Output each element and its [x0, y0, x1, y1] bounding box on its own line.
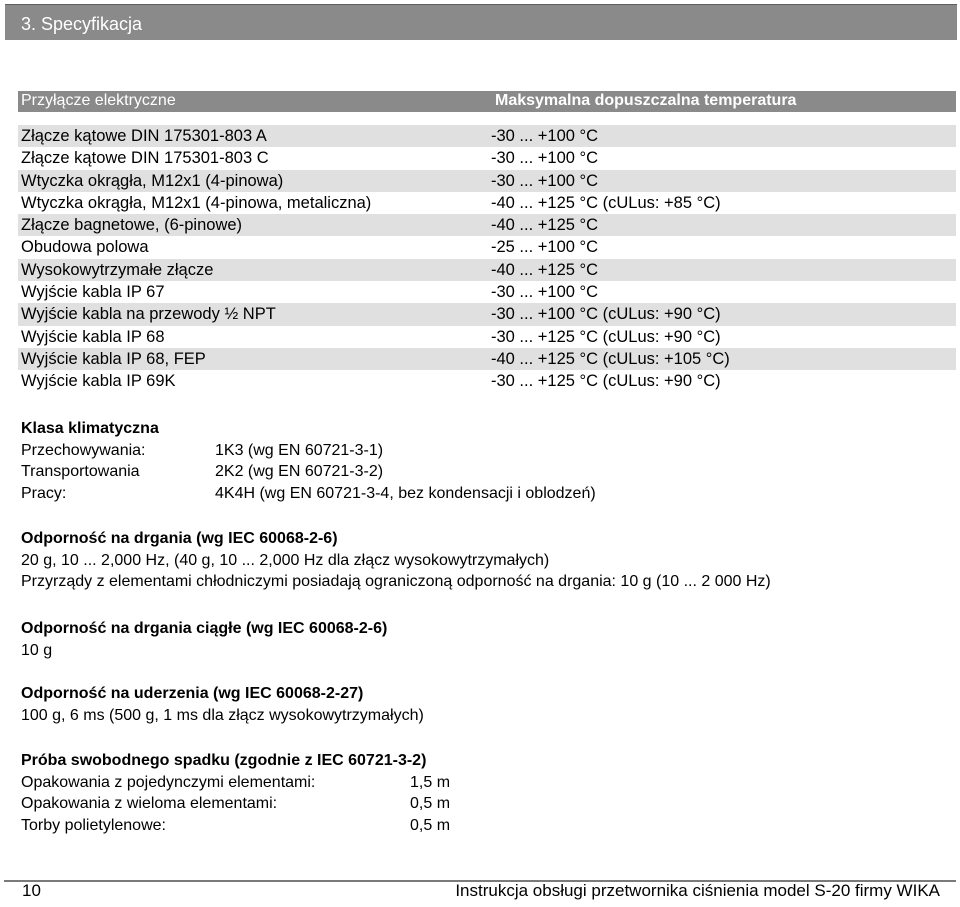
table-row: [18, 259, 956, 281]
table-row: [18, 348, 956, 370]
header-max-temperature: Maksymalna dopuszczalna temperatura: [495, 92, 797, 109]
page-number: 10: [22, 881, 41, 900]
table-row: [18, 214, 956, 236]
section-title: 3. Specyfikacja: [21, 14, 143, 34]
free-fall-value: 0,5 m: [410, 816, 451, 834]
connection-name: Wyjście kabla IP 68: [21, 327, 165, 346]
climate-label: Pracy:: [21, 484, 67, 502]
continuous-vibration-heading: Odporność na drgania ciągłe (wg IEC 60068-2-6): [21, 620, 388, 637]
connection-temp: -30 ... +100 °C (cULus: +90 °C): [491, 305, 721, 324]
connection-temp: -30 ... +100 °C: [491, 283, 599, 302]
table-row: [18, 236, 956, 258]
connection-temp: -30 ... +100 °C: [491, 149, 599, 168]
header-electrical-connection: Przyłącze elektryczne: [21, 92, 176, 109]
climate-heading: Klasa klimatyczna: [21, 420, 159, 437]
connection-name: Wtyczka okrągła, M12x1 (4-pinowa, metaliczna): [21, 193, 372, 212]
free-fall-item: [21, 815, 451, 837]
connection-name: Wyjście kabla IP 67: [21, 283, 165, 302]
connections-table: [18, 125, 956, 393]
footer-title: Instrukcja obsługi przetwornika ciśnienia model S-20 firmy WIKA: [455, 881, 940, 900]
connection-temp: -40 ... +125 °C: [491, 260, 599, 279]
connection-temp: -30 ... +100 °C: [491, 171, 599, 190]
table-row: [18, 192, 956, 214]
table-row: [18, 281, 956, 303]
continuous-vibration-section: [21, 618, 387, 661]
table-row: [18, 170, 956, 192]
climate-label: Przechowywania:: [21, 441, 146, 459]
shock-heading: Odporność na uderzenia (wg IEC 60068-2-27): [21, 685, 364, 702]
connection-name: Złącze kątowe DIN 175301-803 A: [21, 127, 267, 145]
connection-temp: -40 ... +125 °C (cULus: +85 °C): [491, 193, 721, 212]
climate-section: [21, 418, 596, 504]
vibration-heading: Odporność na drgania (wg IEC 60068-2-6): [21, 530, 338, 547]
shock-value: 100 g, 6 ms (500 g, 1 ms dla złącz wysokowytrzymałych): [21, 706, 424, 724]
table-row: [18, 125, 956, 147]
connection-name: Wyjście kabla IP 68, FEP: [21, 349, 206, 368]
climate-label: Transportowania: [21, 463, 140, 480]
free-fall-value: 1,5 m: [410, 773, 451, 791]
free-fall-label: Torby polietylenowe:: [21, 816, 166, 834]
connection-temp: -40 ... +125 °C (cULus: +105 °C): [491, 349, 730, 368]
climate-item: [21, 483, 596, 505]
climate-value: 1K3 (wg EN 60721-3-1): [215, 441, 384, 459]
free-fall-label: Opakowania z wieloma elementami:: [21, 795, 278, 812]
free-fall-item: [21, 772, 451, 794]
connection-temp: -25 ... +100 °C: [491, 238, 599, 257]
connection-temp: -30 ... +100 °C: [491, 127, 599, 145]
section-header-bar: [5, 4, 957, 40]
connection-name: Wysokowytrzymałe złącze: [21, 260, 214, 279]
climate-item: [21, 440, 384, 462]
table-row: [18, 303, 956, 325]
free-fall-item: [21, 793, 451, 815]
climate-item: [21, 461, 384, 483]
connections-table-header: [18, 91, 956, 112]
connection-name: Złącze bagnetowe, (6-pinowe): [21, 216, 243, 235]
vibration-section: [21, 528, 771, 593]
table-row: [18, 370, 956, 392]
table-row: [18, 326, 956, 348]
free-fall-label: Opakowania z pojedynczymi elementami:: [21, 773, 316, 791]
connection-temp: -40 ... +125 °C: [491, 216, 599, 235]
vibration-line: 20 g, 10 ... 2,000 Hz, (40 g, 10 ... 2,000 Hz dla złącz wysokowytrzymałych): [21, 551, 550, 569]
vibration-line: Przyrządy z elementami chłodniczymi posiadają ograniczoną odporność na drgania: 10 g (10 ... 2 000 Hz): [21, 573, 771, 590]
connection-temp: -30 ... +125 °C (cULus: +90 °C): [491, 327, 721, 346]
climate-value: 4K4H (wg EN 60721-3-4, bez kondensacji i oblodzeń): [215, 484, 596, 502]
connection-name: Złącze kątowe DIN 175301-803 C: [21, 149, 269, 168]
continuous-vibration-value: 10 g: [21, 641, 53, 659]
connection-temp: -30 ... +125 °C (cULus: +90 °C): [491, 372, 721, 391]
free-fall-value: 0,5 m: [410, 795, 451, 812]
shock-section: [21, 683, 424, 726]
connection-name: Wyjście kabla na przewody ½ NPT: [21, 305, 276, 324]
connection-name: Wyjście kabla IP 69K: [21, 372, 176, 391]
table-row: [18, 147, 956, 169]
free-fall-section: [21, 750, 451, 836]
free-fall-heading: Próba swobodnego spadku (zgodnie z IEC 60721-3-2): [21, 752, 427, 769]
climate-value: 2K2 (wg EN 60721-3-2): [215, 463, 384, 480]
connection-name: Obudowa polowa: [21, 238, 149, 257]
connection-name: Wtyczka okrągła, M12x1 (4-pinowa): [21, 171, 284, 190]
